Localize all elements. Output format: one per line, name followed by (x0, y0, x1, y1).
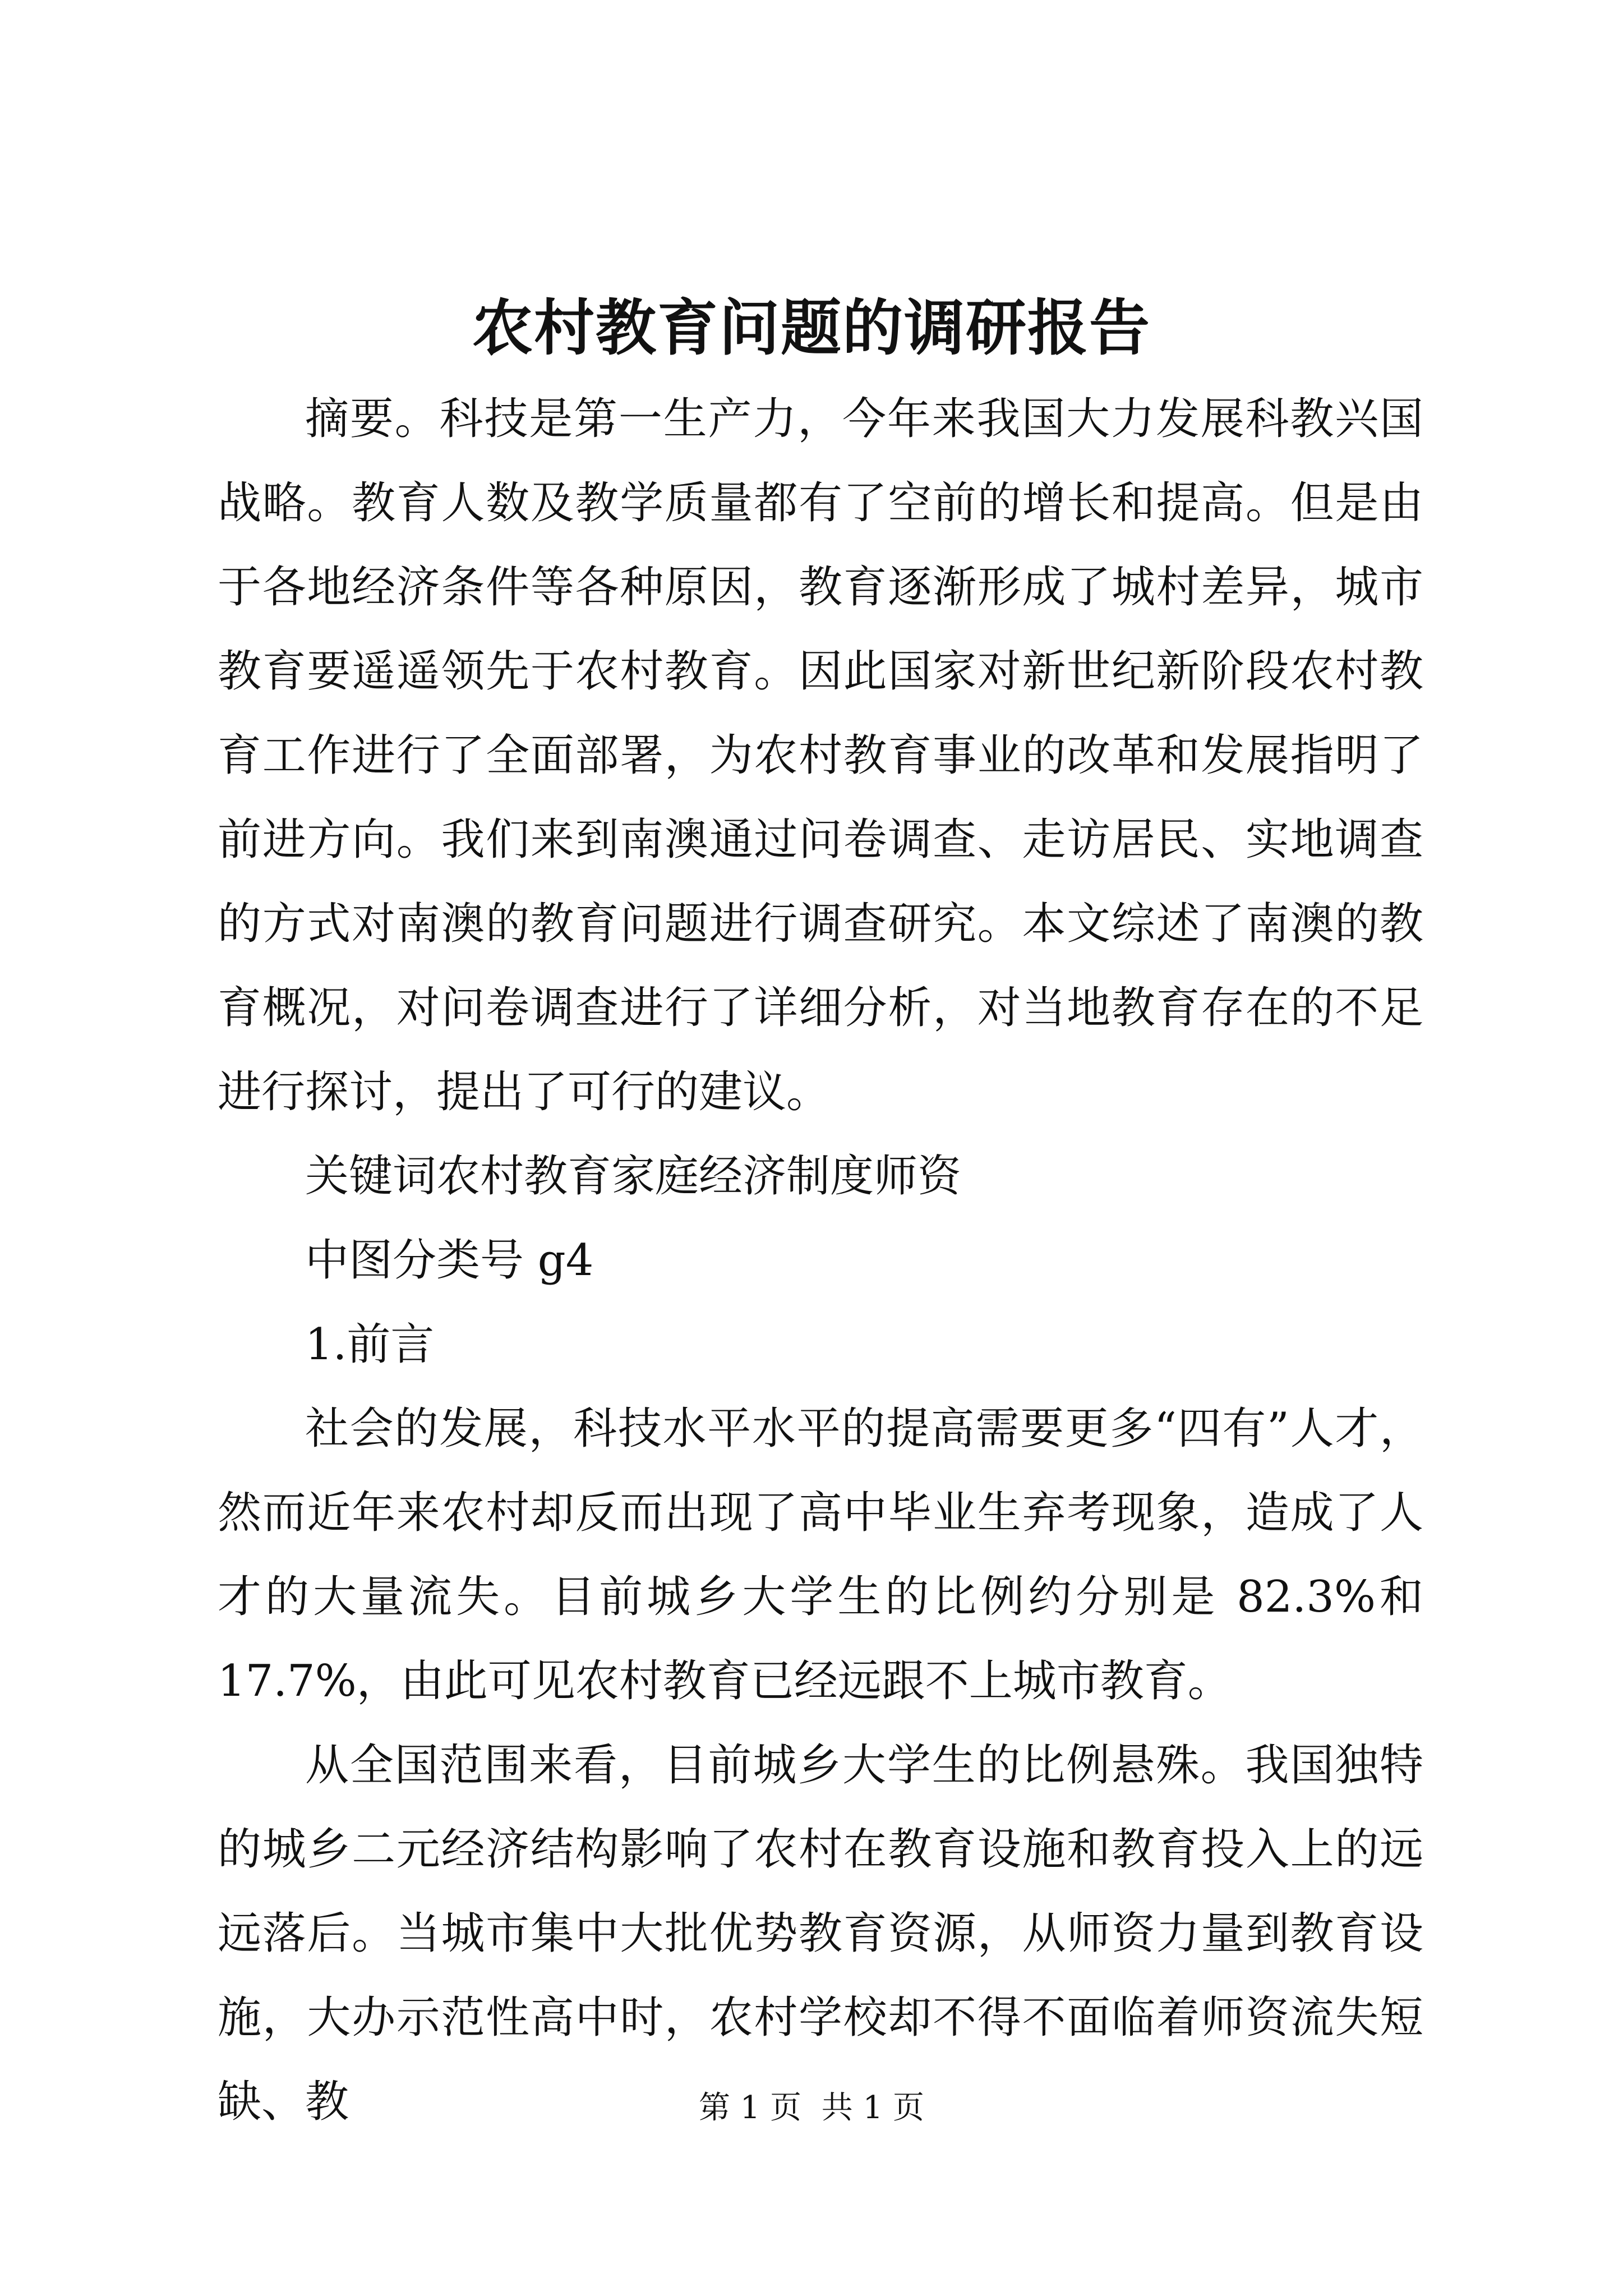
document-title: 农村教育问题的调研报告 (472, 293, 1151, 364)
keywords-line: 关键词农村教育家庭经济制度师资 (305, 1151, 962, 1202)
page-total: 共 1 页 (821, 2090, 925, 2126)
page-footer (0, 2086, 1623, 2131)
abstract-paragraph: 摘要。科技是第一生产力，今年来我国大力发展科教兴国战略。教育人数及教学质量都有了空前的增长和提高。但是由于各地经济条件等各种原因，教育逐渐形成了城村差异，城市教育要遥遥领先于农村教育。因此国家对新世纪新阶段农村教育工作进行了全面部署，为农村教育事业的改革和发展指明了前进方向。我们来到南澳通过问卷调查、走访居民、实地调查的方式对南澳的教育问题进行调查研究。本文综述了南澳的教育概况，对问卷调查进行了详细分析，对当地教育存在的不足进行探讨，提出了可行的建议。 (218, 394, 1423, 1117)
page-number: 第 1 页 (698, 2090, 802, 2126)
document-body (218, 377, 1423, 2144)
body-paragraph: 从全国范围来看，目前城乡大学生的比例悬殊。我国独特的城乡二元经济结构影响了农村在教育设施和教育投入上的远远落后。当城市集中大批优势教育资源，从师资力量到教育设施，大办示范性高中时，农村学校却不得不面临着师资流失短缺、教 (218, 1740, 1423, 2127)
classification-line: 中图分类号 g4 (305, 1235, 594, 1286)
section-heading: 1.前言 (305, 1319, 435, 1370)
body-paragraph: 社会的发展，科技水平水平的提高需要更多“四有”人才，然而近年来农村却反而出现了高中毕业生弃考现象，造成了人才的大量流失。目前城乡大学生的比例约分别是 82.3%和 17.7%，由此可见农村教育已经远跟不上城市教育。 (218, 1404, 1423, 1706)
